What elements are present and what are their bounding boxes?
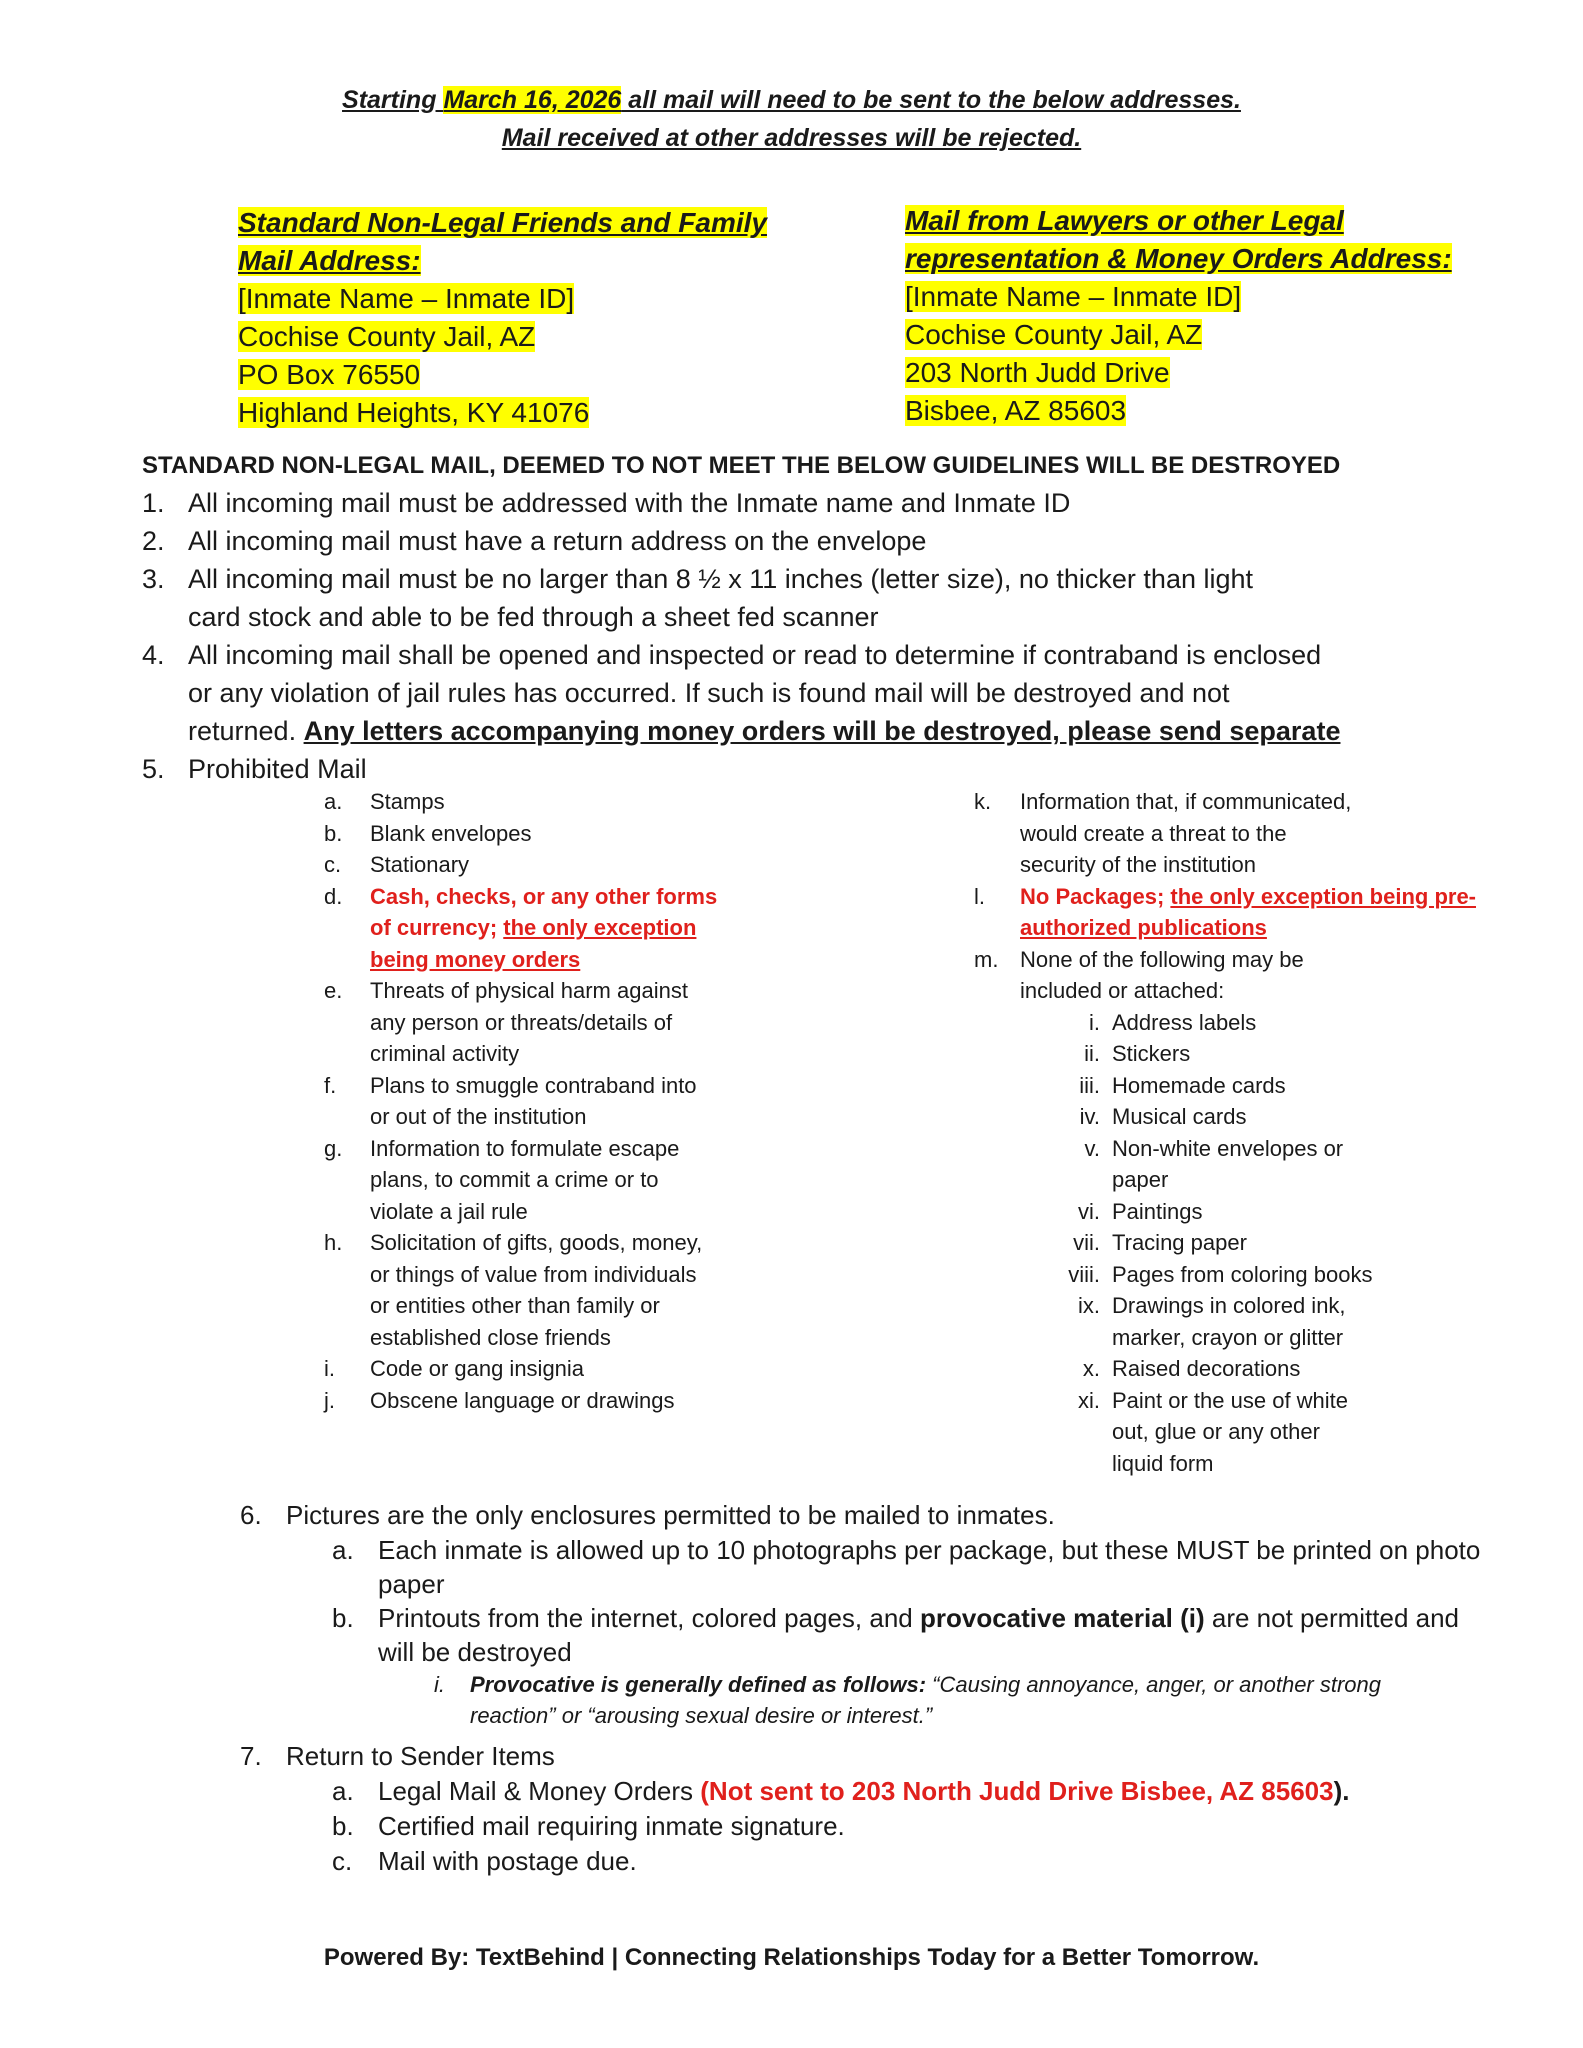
address-left xyxy=(238,204,767,432)
rule-number: 3. xyxy=(142,564,165,594)
roman-numeral: ix. xyxy=(1078,1293,1100,1318)
item-letter: i. xyxy=(324,1356,335,1381)
rule-text: returned. xyxy=(188,716,304,746)
paren: ( xyxy=(700,1776,709,1806)
item-exception: the only exception being pre- xyxy=(1170,883,1476,909)
item-text: Cash, checks, or any other forms xyxy=(370,883,718,909)
address-right-line: Bisbee, AZ 85603 xyxy=(905,395,1127,426)
prohibited-item xyxy=(324,1133,744,1228)
item-text: security of the institution xyxy=(1020,852,1257,877)
return-section xyxy=(240,1739,1500,1879)
item-letter: m. xyxy=(974,946,999,972)
header-prefix: Starting xyxy=(342,86,444,114)
prohibited-item xyxy=(324,786,744,818)
rule-text: Pictures are the only enclosures permitted to be mailed to inmates. xyxy=(286,1500,1055,1530)
roman-numeral: i. xyxy=(1089,1009,1100,1035)
roman-numeral: vii. xyxy=(1073,1230,1100,1255)
rule-text: All incoming mail must have a return address on the envelope xyxy=(188,526,927,556)
item-text: or entities other than family or xyxy=(370,1293,660,1318)
attachment-list xyxy=(1068,1007,1494,1480)
pictures-item-a xyxy=(240,1533,1500,1601)
item-text: included or attached: xyxy=(1020,978,1225,1003)
item-text: Mail with postage due. xyxy=(378,1846,637,1876)
item-text: plans, to commit a crime or to xyxy=(370,1167,659,1192)
item-text: Homemade cards xyxy=(1112,1072,1286,1098)
footer: Powered By: TextBehind | Connecting Relationships Today for a Better Tomorrow. xyxy=(323,1944,1260,1971)
rule-number: 7. xyxy=(240,1741,262,1771)
item-text: Non-white envelopes or xyxy=(1112,1135,1344,1161)
item-letter: b. xyxy=(332,1811,354,1841)
rule-text: Return to Sender Items xyxy=(286,1741,555,1771)
item-text: Legal Mail & Money Orders xyxy=(378,1776,701,1806)
item-text: Pages from coloring books xyxy=(1112,1261,1373,1287)
rule-item xyxy=(142,560,1422,636)
item-text: Information that, if communicated, xyxy=(1020,789,1352,814)
prohibited-item xyxy=(974,786,1494,881)
item-letter: a. xyxy=(332,1776,354,1806)
paren: ). xyxy=(1333,1776,1350,1806)
rule-number: 2. xyxy=(142,526,165,556)
rule-text: or any violation of jail rules has occurred. If such is found mail will be destroyed and not xyxy=(188,678,1230,708)
item-text: Code or gang insignia xyxy=(370,1356,585,1381)
item-text: Musical cards xyxy=(1112,1104,1247,1129)
item-text: Threats of physical harm against xyxy=(370,978,688,1003)
item-text: liquid form xyxy=(1112,1450,1214,1476)
roman-numeral: iv. xyxy=(1079,1104,1100,1129)
rule-text: All incoming mail shall be opened and inspected or read to determine if contraband is enclosed xyxy=(188,640,1322,670)
item-text: would create a threat to the xyxy=(1020,820,1287,846)
attachment-item xyxy=(1084,1133,1494,1196)
attachment-item xyxy=(1082,1353,1494,1385)
address-left-line: Highland Heights, KY 41076 xyxy=(238,397,590,428)
item-text: or out of the institution xyxy=(370,1104,587,1129)
item-text: Raised decorations xyxy=(1112,1356,1301,1381)
item-text: Plans to smuggle contraband into xyxy=(370,1072,697,1098)
rule-text: card stock and able to be fed through a sheet fed scanner xyxy=(188,602,879,632)
address-left-title-2: Mail Address: xyxy=(238,245,421,276)
roman-numeral: i. xyxy=(434,1672,445,1697)
item-letter: b. xyxy=(332,1603,354,1633)
return-heading xyxy=(240,1739,1500,1774)
rule-item xyxy=(142,750,1422,788)
item-letter: c. xyxy=(332,1846,353,1876)
prohibited-item xyxy=(324,975,744,1070)
roman-numeral: iii. xyxy=(1079,1072,1100,1098)
item-text: Information to formulate escape xyxy=(370,1135,680,1161)
item-text: Each inmate is allowed up to 10 photographs per package, but these MUST be printed on photo xyxy=(378,1535,1481,1565)
definition-text: reaction” or “arousing sexual desire or interest.” xyxy=(470,1703,933,1728)
item-text: Stationary xyxy=(370,852,470,877)
definition-text: “Causing annoyance, anger, or another strong xyxy=(926,1672,1382,1697)
attachment-item xyxy=(1078,1290,1494,1353)
item-text: Printouts from the internet, colored pages, and xyxy=(378,1603,920,1633)
address-right-line: 203 North Judd Drive xyxy=(905,357,1170,388)
item-text: paper xyxy=(378,1569,445,1599)
item-text: are not permitted and xyxy=(1204,1603,1460,1633)
header-line-1 xyxy=(0,86,1583,115)
item-text: No Packages; xyxy=(1020,883,1171,909)
item-text: or things of value from individuals xyxy=(370,1261,697,1287)
roman-numeral: v. xyxy=(1084,1135,1100,1161)
rule-number: 5. xyxy=(142,754,165,784)
address-right-title: Mail from Lawyers or other Legal xyxy=(905,205,1344,236)
attachment-item xyxy=(1073,1227,1494,1259)
rule-number: 6. xyxy=(240,1500,262,1530)
item-letter: l. xyxy=(974,883,985,909)
prohibited-item xyxy=(324,1227,744,1353)
address-right-line: Cochise County Jail, AZ xyxy=(905,319,1203,350)
prohibited-list-left xyxy=(324,786,744,1416)
attachment-item xyxy=(1084,1038,1494,1070)
rule-text: Prohibited Mail xyxy=(188,754,367,784)
prohibited-item xyxy=(324,1070,744,1133)
roman-numeral: x. xyxy=(1082,1356,1100,1381)
prohibited-item xyxy=(974,881,1494,944)
item-letter: g. xyxy=(324,1135,343,1161)
item-exception: authorized publications xyxy=(1020,915,1267,940)
prohibited-item xyxy=(324,818,744,850)
item-text: will be destroyed xyxy=(378,1637,572,1667)
rule-number: 4. xyxy=(142,640,165,670)
rule-item xyxy=(142,636,1422,750)
prohibited-list-right xyxy=(974,786,1494,1479)
attachment-item xyxy=(1079,1070,1494,1102)
item-exception: being money orders xyxy=(370,946,581,972)
item-text: Paintings xyxy=(1112,1198,1203,1224)
item-text: Certified mail requiring inmate signature. xyxy=(378,1811,845,1841)
item-text: Stamps xyxy=(370,789,445,814)
item-letter: j. xyxy=(324,1387,335,1413)
address-left-line: PO Box 76550 xyxy=(238,359,421,390)
item-text: Drawings in colored ink, xyxy=(1112,1293,1346,1318)
attachment-item xyxy=(1078,1196,1494,1228)
rule-text: All incoming mail must be no larger than 8 ½ x 11 inches (letter size), no thicker than light xyxy=(188,564,1254,594)
prohibited-item xyxy=(324,881,744,976)
item-text: marker, crayon or glitter xyxy=(1112,1324,1344,1350)
rule-number: 1. xyxy=(142,488,165,518)
header-line-2: Mail received at other addresses will be rejected. xyxy=(501,124,1082,152)
item-text: None of the following may be xyxy=(1020,946,1304,972)
address-right xyxy=(905,202,1452,430)
address-left-line: Cochise County Jail, AZ xyxy=(238,321,536,352)
roman-numeral: vi. xyxy=(1078,1198,1100,1224)
attachment-item xyxy=(1089,1007,1494,1039)
attachment-item xyxy=(1068,1259,1494,1291)
item-letter: c. xyxy=(324,852,342,877)
pictures-item-b xyxy=(240,1601,1500,1669)
return-item-a xyxy=(240,1774,1500,1809)
item-letter: f. xyxy=(324,1072,337,1098)
address-left-line: [Inmate Name – Inmate ID] xyxy=(238,283,575,314)
item-text: any person or threats/details of xyxy=(370,1009,673,1035)
item-text: paper xyxy=(1112,1167,1169,1192)
header-date: March 16, 2026 xyxy=(443,86,622,114)
item-letter: e. xyxy=(324,978,343,1003)
item-letter: a. xyxy=(332,1535,354,1565)
prohibited-item xyxy=(974,944,1494,1007)
provocative-definition xyxy=(240,1669,1500,1731)
item-text: Stickers xyxy=(1112,1041,1191,1066)
item-letter: b. xyxy=(324,820,343,846)
rules-list xyxy=(142,484,1422,788)
item-letter: h. xyxy=(324,1230,343,1255)
item-text: criminal activity xyxy=(370,1041,520,1066)
item-text: Paint or the use of white xyxy=(1112,1387,1349,1413)
item-text: violate a jail rule xyxy=(370,1198,528,1224)
rule-item xyxy=(142,522,1422,560)
item-text: out, glue or any other xyxy=(1112,1419,1320,1444)
pictures-section xyxy=(240,1498,1500,1731)
provocative-label: provocative material (i) xyxy=(919,1603,1205,1633)
roman-numeral: ii. xyxy=(1084,1041,1100,1066)
item-text: Tracing paper xyxy=(1112,1230,1247,1255)
address-left-title: Standard Non-Legal Friends and Family xyxy=(238,207,767,238)
return-item-b xyxy=(240,1809,1500,1844)
address-right-title-2: representation & Money Orders Address: xyxy=(905,243,1452,274)
pictures-heading xyxy=(240,1498,1500,1533)
money-order-notice: Any letters accompanying money orders will be destroyed, please send separate xyxy=(303,716,1341,746)
prohibited-item xyxy=(324,849,744,881)
prohibited-item xyxy=(324,1385,744,1417)
item-text: Solicitation of gifts, goods, money, xyxy=(370,1230,703,1255)
attachment-item xyxy=(1078,1385,1494,1480)
return-address-notice: Not sent to 203 North Judd Drive Bisbee, AZ 85603 xyxy=(708,1776,1334,1806)
item-text: Obscene language or drawings xyxy=(370,1387,675,1413)
item-text: Address labels xyxy=(1112,1009,1257,1035)
attachment-item xyxy=(1079,1101,1494,1133)
warning-heading: STANDARD NON-LEGAL MAIL, DEEMED TO NOT MEET THE BELOW GUIDELINES WILL BE DESTROYED xyxy=(142,452,1341,479)
prohibited-item xyxy=(324,1353,744,1385)
item-letter: k. xyxy=(974,789,992,814)
item-text: established close friends xyxy=(370,1324,611,1350)
item-text: Blank envelopes xyxy=(370,820,532,846)
item-exception: the only exception xyxy=(503,915,697,940)
header-suffix: all mail will need to be sent to the below addresses. xyxy=(621,86,1241,114)
rule-text: All incoming mail must be addressed with the Inmate name and Inmate ID xyxy=(188,488,1071,518)
definition-label: Provocative is generally defined as follows: xyxy=(470,1672,927,1697)
rule-item xyxy=(142,484,1422,522)
item-letter: a. xyxy=(324,789,343,814)
roman-numeral: viii. xyxy=(1068,1261,1100,1287)
item-letter: d. xyxy=(324,883,343,909)
item-text: of currency; xyxy=(370,915,504,940)
address-right-line: [Inmate Name – Inmate ID] xyxy=(905,281,1242,312)
roman-numeral: xi. xyxy=(1078,1387,1100,1413)
return-item-c xyxy=(240,1844,1500,1879)
